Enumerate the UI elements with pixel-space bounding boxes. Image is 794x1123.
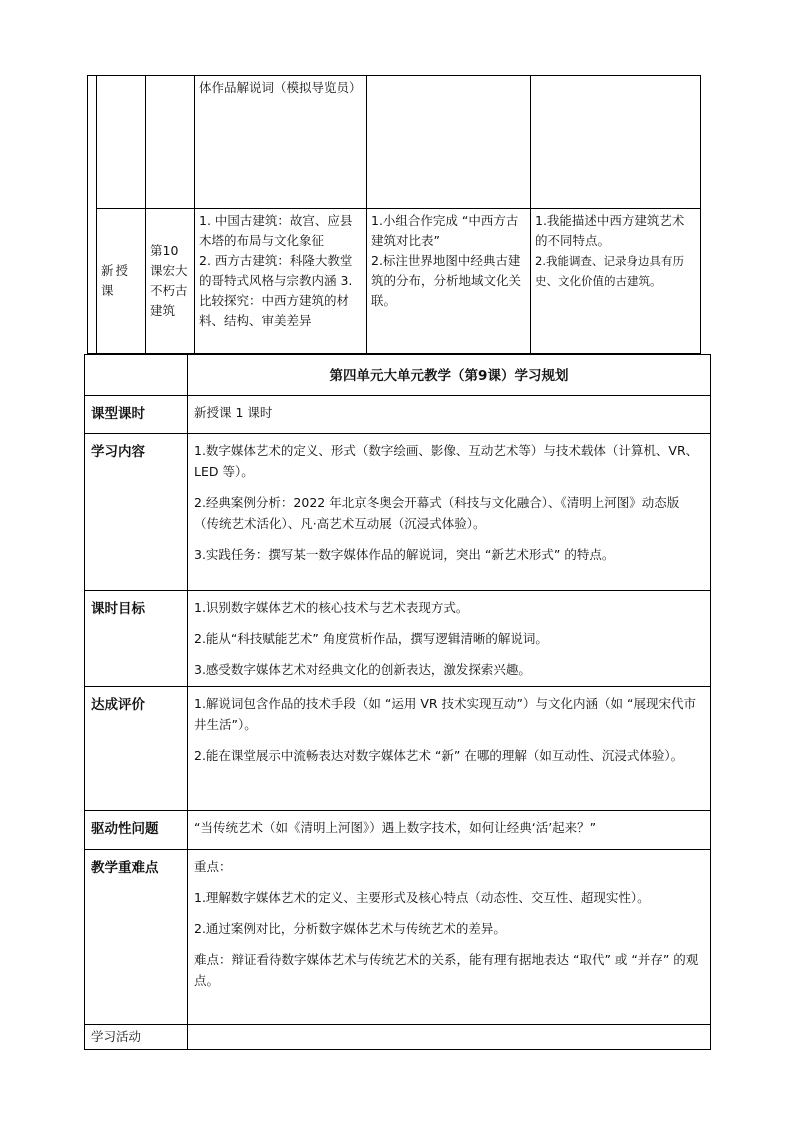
row-label: 教学重难点 xyxy=(85,850,188,1025)
evaluation-line: 1.我能描述中西方建筑艺术的不同特点。 xyxy=(535,213,685,248)
paragraph: 1.理解数字媒体艺术的定义、主要形式及核心特点（动态性、交互性、超现实性）。 xyxy=(194,890,650,905)
table-row xyxy=(85,850,711,1025)
table-row xyxy=(85,811,711,850)
evaluation-cell xyxy=(531,209,701,354)
table-row xyxy=(88,209,701,354)
table-row xyxy=(85,687,711,811)
activity-line: 2.标注世界地图中经典古建筑的分布，分析地域文化关联。 xyxy=(371,253,522,308)
lesson-overview-table xyxy=(87,75,701,354)
row-value xyxy=(188,811,711,850)
header-blank-cell xyxy=(85,355,188,396)
content-cell xyxy=(195,209,367,354)
row-value xyxy=(188,687,711,811)
table-row xyxy=(85,1025,711,1050)
paragraph: 3.感受数字媒体艺术对经典文化的创新表达，激发探索兴趣。 xyxy=(194,662,531,677)
row-label: 学习活动 xyxy=(85,1025,188,1050)
evaluation-line: 2.我能调查、记录身边具有历史、文化价值的古建筑。 xyxy=(535,254,684,288)
lesson-type-cell: 新授课 xyxy=(97,209,146,354)
row-value xyxy=(188,434,711,591)
activity-line: 1.小组合作完成 “中西方古建筑对比表” xyxy=(371,213,519,248)
lesson-title-cell: 第10课宏大不朽古建筑 xyxy=(146,209,195,354)
lesson-cell xyxy=(146,76,195,209)
content-line: 2. 西方古建筑：科隆大教堂的哥特式风格与宗教内涵 3. 比较探究：中西方建筑的材料、结构、审美差异 xyxy=(199,253,353,328)
table-row xyxy=(88,76,701,209)
paragraph: 重点： xyxy=(194,859,232,874)
row-label: 课时目标 xyxy=(85,591,188,687)
paragraph: 2.能从“科技赋能艺术” 角度赏析作品，撰写逻辑清晰的解说词。 xyxy=(194,631,548,646)
content-cell: 体作品解说词（模拟导览员） xyxy=(195,76,367,209)
type-cell xyxy=(97,76,146,209)
margin-cell xyxy=(88,76,97,354)
paragraph: 3.实践任务：撰写某一数字媒体作品的解说词，突出 “新艺术形式” 的特点。 xyxy=(194,547,615,562)
row-label: 课型课时 xyxy=(85,396,188,434)
table-row xyxy=(85,591,711,687)
paragraph: 新授课 1 课时 xyxy=(194,405,273,420)
plan-title: 第四单元大单元教学（第9课）学习规划 xyxy=(188,355,711,396)
paragraph: 1.识别数字媒体艺术的核心技术与艺术表现方式。 xyxy=(194,600,469,615)
row-value xyxy=(188,850,711,1025)
paragraph: “当传统艺术（如《清明上河图》）遇上数字技术，如何让经典‘活’起来？” xyxy=(194,820,597,835)
activity-cell xyxy=(367,76,531,209)
activity-cell xyxy=(367,209,531,354)
row-label: 达成评价 xyxy=(85,687,188,811)
row-value xyxy=(188,396,711,434)
table-row xyxy=(85,396,711,434)
row-value xyxy=(188,1025,711,1050)
row-label: 驱动性问题 xyxy=(85,811,188,850)
row-label: 学习内容 xyxy=(85,434,188,591)
paragraph: 1.数字媒体艺术的定义、形式（数字绘画、影像、互动艺术等）与技术载体（计算机、VR、LED 等）。 xyxy=(194,443,699,479)
paragraph: 难点：辩证看待数字媒体艺术与传统艺术的关系，能有理有据地表达 “取代” 或 “并存” 的观点。 xyxy=(194,952,699,988)
paragraph: 2.能在课堂展示中流畅表达对数字媒体艺术 “新” 在哪的理解（如互动性、沉浸式体验）。 xyxy=(194,748,684,763)
paragraph: 2.经典案例分析：2022 年北京冬奥会开幕式（科技与文化融合）、《清明上河图》动态版（传统艺术活化）、凡·高艺术互动展（沉浸式体验）。 xyxy=(194,495,680,531)
content-line: 1. 中国古建筑：故宫、应县木塔的布局与文化象征 xyxy=(199,213,353,248)
table-row xyxy=(85,355,711,396)
evaluation-cell xyxy=(531,76,701,209)
row-value xyxy=(188,591,711,687)
paragraph: 1.解说词包含作品的技术手段（如 “运用 VR 技术实现互动”）与文化内涵（如 “展现宋代市井生活”）。 xyxy=(194,696,696,732)
learning-plan-table xyxy=(84,354,711,1050)
table-row xyxy=(85,434,711,591)
paragraph: 2.通过案例对比，分析数字媒体艺术与传统艺术的差异。 xyxy=(194,921,506,936)
